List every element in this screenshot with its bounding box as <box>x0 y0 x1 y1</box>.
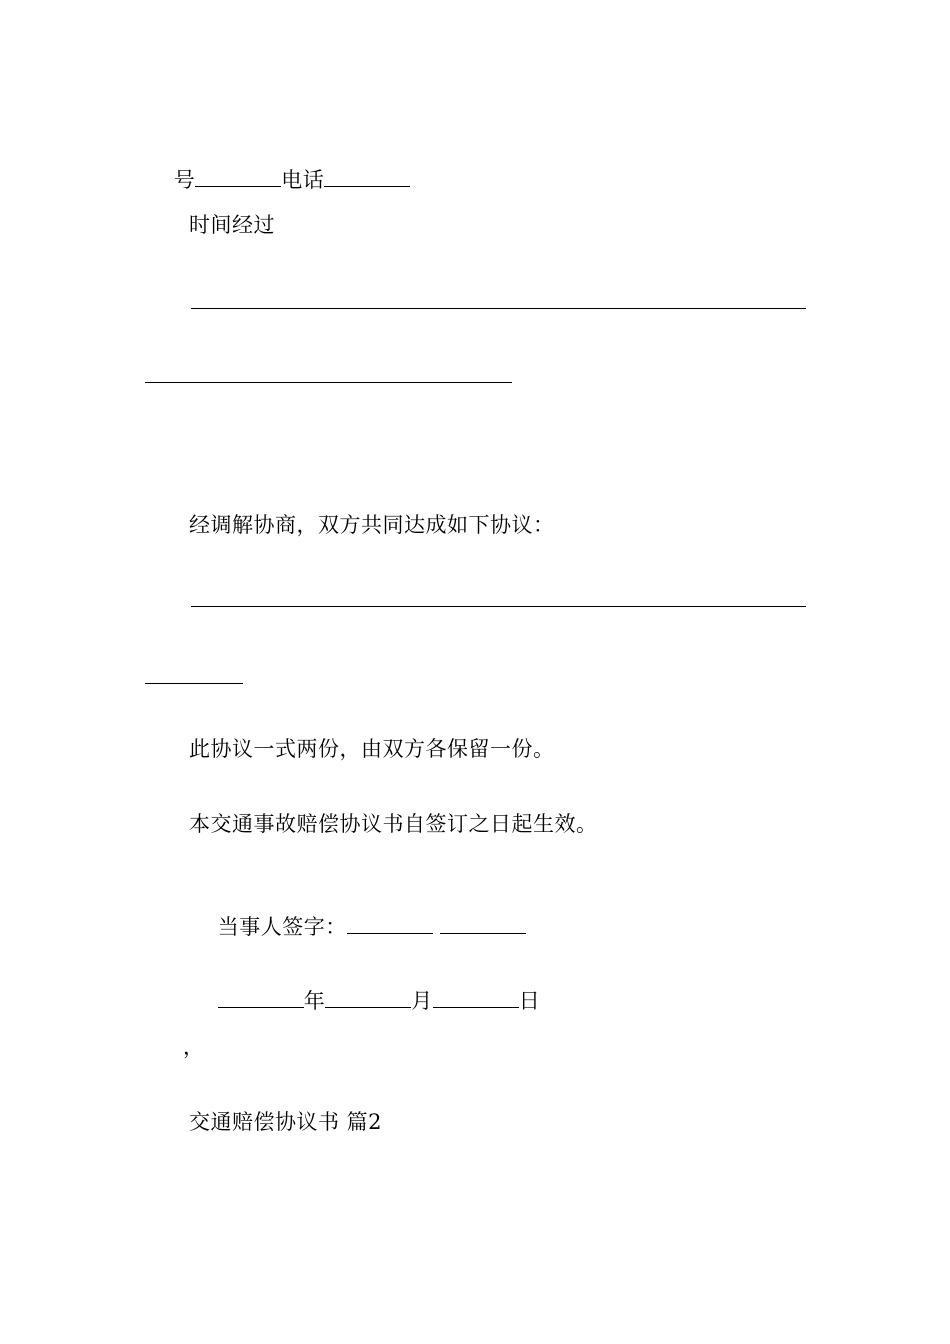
signature-label: 当事人签字： <box>217 915 347 939</box>
next-section-title: 交通赔偿协议书 篇2 <box>189 1110 383 1134</box>
year-label: 年 <box>303 989 326 1013</box>
time-process-heading: 时间经过 <box>189 213 275 237</box>
copies-paragraph: 此协议一式两份，由双方各保留一份。 <box>189 737 555 761</box>
year-blank <box>218 987 304 1008</box>
agreement-blank-line-2 <box>145 683 243 684</box>
day-label: 日 <box>518 989 541 1013</box>
signature-blank-1 <box>347 913 433 934</box>
effective-paragraph: 本交通事故赔偿协议书自签订之日起生效。 <box>189 812 598 836</box>
day-blank <box>433 987 519 1008</box>
contact-line <box>145 138 410 222</box>
phone-label: 电话 <box>281 168 325 192</box>
date-line <box>189 959 540 1043</box>
signature-line <box>189 885 526 969</box>
agreement-blank-line-1 <box>191 606 806 607</box>
month-label: 月 <box>411 989 433 1013</box>
phone-blank <box>324 166 410 187</box>
comma-mark: ， <box>183 1035 205 1059</box>
signature-blank-2 <box>440 913 526 934</box>
number-blank <box>195 166 281 187</box>
process-blank-line-2 <box>145 382 512 383</box>
process-blank-line-1 <box>191 308 806 309</box>
month-blank <box>325 987 411 1008</box>
number-label: 号 <box>173 168 196 192</box>
mediation-paragraph: 经调解协商，双方共同达成如下协议： <box>189 513 555 537</box>
